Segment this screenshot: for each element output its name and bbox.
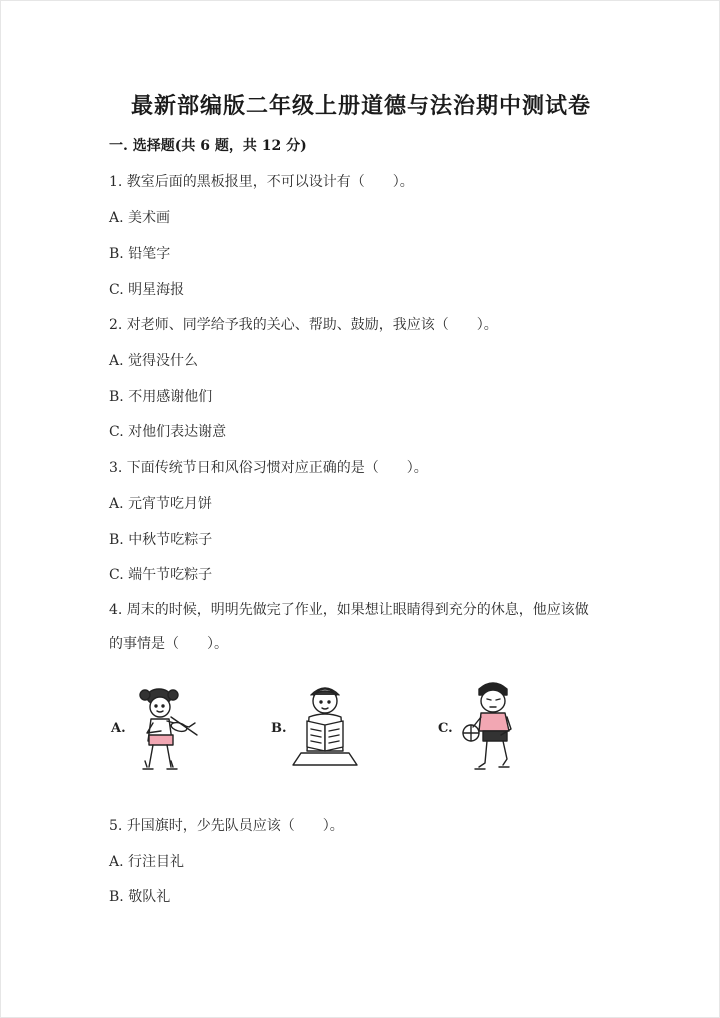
question-1-option-a: A. 美术画	[109, 210, 171, 226]
question-3-option-c: C. 端午节吃粽子	[109, 567, 213, 583]
question-4-image-label-b: B.	[271, 721, 287, 736]
violin-child-image	[127, 683, 207, 779]
question-2-stem: 2. 对老师、同学给予我的关心、帮助、鼓励，我应该（ ）。	[109, 317, 498, 333]
question-1-option-c: C. 明星海报	[109, 282, 185, 298]
question-2-option-b: B. 不用感谢他们	[109, 389, 213, 405]
question-2-option-a: A. 觉得没什么	[109, 353, 199, 369]
question-1-option-b: B. 铅笔字	[109, 246, 171, 262]
page-title: 最新部编版二年级上册道德与法治期中测试卷	[130, 93, 591, 119]
question-5-option-a: A. 行注目礼	[109, 854, 185, 870]
section-heading: 一. 选择题(共 6 题，共 12 分)	[109, 138, 307, 154]
question-2-option-c: C. 对他们表达谢意	[109, 424, 227, 440]
question-3-option-b: B. 中秋节吃粽子	[109, 532, 213, 548]
question-4-stem-line1: 4. 周末的时候，明明先做完了作业，如果想让眼睛得到充分的休息，他应该做	[109, 602, 589, 618]
question-5-option-b: B. 敬队礼	[109, 889, 171, 905]
question-4-image-label-c: C.	[438, 721, 453, 736]
question-4-stem-line2: 的事情是（ ）。	[109, 636, 228, 652]
question-4-image-label-a: A.	[111, 721, 126, 736]
basketball-child-image	[453, 679, 525, 775]
question-1-stem: 1. 教室后面的黑板报里，不可以设计有（ ）。	[109, 174, 414, 190]
reading-child-image	[287, 681, 363, 771]
question-3-stem: 3. 下面传统节日和风俗习惯对应正确的是（ ）。	[109, 460, 428, 476]
question-5-stem: 5. 升国旗时，少先队员应该（ ）。	[109, 818, 344, 834]
question-3-option-a: A. 元宵节吃月饼	[109, 496, 213, 512]
